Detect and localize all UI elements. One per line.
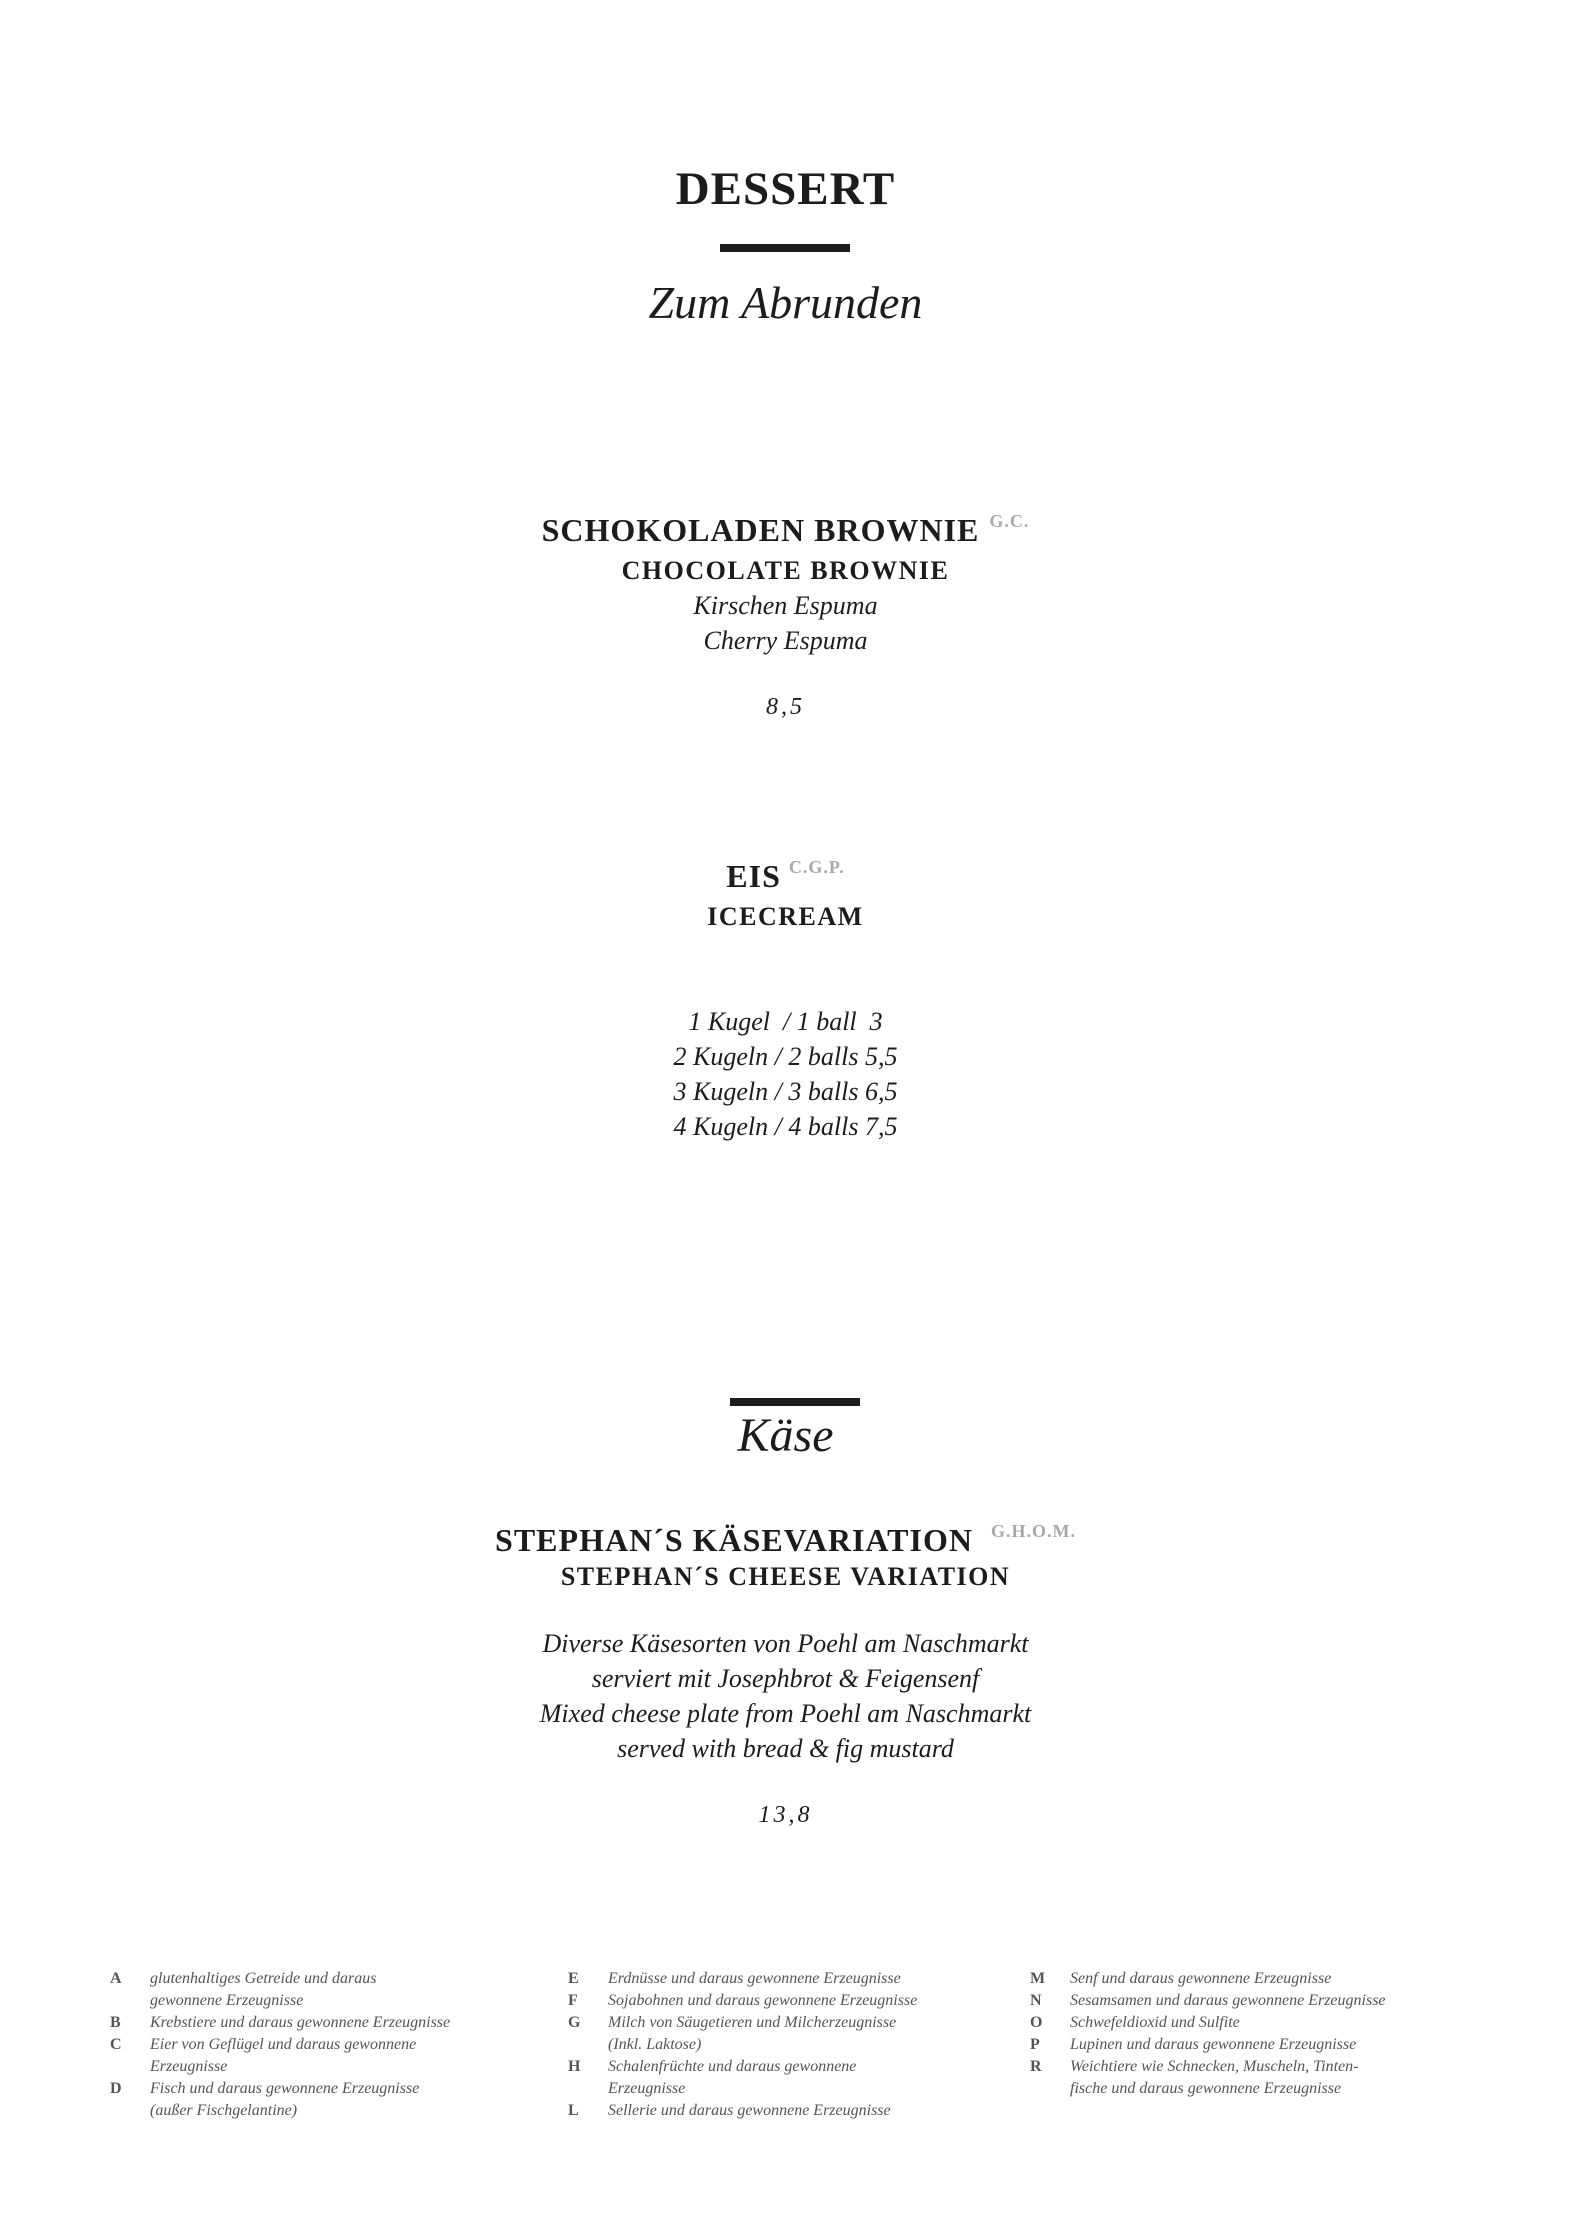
item-desc-line: serviert mit Josephbrot & Feigensenf — [591, 1664, 980, 1693]
scoop-option: 4 Kugeln / 4 balls 7,5 — [673, 1112, 898, 1141]
legend-text-line: (außer Fischgelantine) — [150, 2102, 298, 2119]
section-subtitle: Zum Abrunden — [648, 277, 923, 328]
legend-entry — [110, 1968, 490, 2012]
legend-text-line: Sellerie und daraus gewonnene Erzeugnisse — [608, 2102, 891, 2119]
legend-entry — [568, 1990, 968, 2012]
legend-letter: B — [110, 2014, 121, 2031]
legend-entry — [110, 2078, 490, 2122]
legend-text-line: gewonnene Erzeugnisse — [150, 1992, 304, 2009]
legend-letter: E — [568, 1970, 579, 1987]
legend-text — [1070, 2034, 1356, 2056]
legend-letter: G — [568, 2014, 581, 2031]
legend-letter: F — [568, 1992, 578, 2009]
item-desc-de: Kirschen Espuma — [693, 591, 878, 620]
item-name-en: ICECREAM — [707, 902, 864, 931]
legend-text-line: Sesamsamen und daraus gewonnene Erzeugnisse — [1070, 1992, 1386, 2009]
section-title-kaese: Käse — [737, 1409, 834, 1462]
legend-entry — [1030, 2012, 1450, 2034]
legend-text — [1070, 2056, 1359, 2100]
page-title: DESSERT — [675, 163, 896, 215]
item-name-en: CHOCOLATE BROWNIE — [621, 556, 950, 585]
item-desc-line: Mixed cheese plate from Poehl am Naschmarkt — [539, 1699, 1032, 1728]
legend-entry — [568, 2100, 968, 2122]
allergen-legend-col-2 — [568, 1968, 968, 2122]
legend-letter: P — [1030, 2036, 1040, 2053]
allergen-legend-col-3 — [1030, 1968, 1450, 2100]
legend-entry — [568, 2012, 968, 2056]
legend-letter: M — [1030, 1970, 1046, 1987]
legend-letter: O — [1030, 2014, 1043, 2031]
legend-entry — [1030, 2034, 1450, 2056]
legend-text — [1070, 2012, 1240, 2034]
item-name-en: STEPHAN´S CHEESE VARIATION — [560, 1562, 1011, 1591]
legend-letter: C — [110, 2036, 122, 2053]
legend-letter: A — [110, 1970, 122, 1987]
legend-text — [150, 2034, 416, 2078]
legend-text — [150, 2078, 419, 2122]
menu-item-eis — [0, 858, 1571, 895]
menu-item-cheese — [0, 1522, 1571, 1559]
scoop-option: 3 Kugeln / 3 balls 6,5 — [673, 1077, 898, 1106]
legend-text-line: Fisch und daraus gewonnene Erzeugnisse — [150, 2080, 420, 2097]
legend-text-line: Erzeugnisse — [150, 2058, 228, 2075]
legend-text — [608, 2100, 891, 2122]
scoop-option: 2 Kugeln / 2 balls 5,5 — [673, 1042, 898, 1071]
legend-text-line: Weichtiere wie Schnecken, Muscheln, Tinten- — [1070, 2058, 1359, 2075]
section-divider — [730, 1398, 860, 1406]
legend-text — [1070, 1968, 1331, 1990]
legend-text-line: Erzeugnisse — [608, 2080, 686, 2097]
legend-text-line: Schalenfrüchte und daraus gewonnene — [608, 2058, 857, 2075]
legend-text-line: fische und daraus gewonnene Erzeugnisse — [1070, 2080, 1342, 2097]
legend-text-line: Senf und daraus gewonnene Erzeugnisse — [1070, 1970, 1332, 1987]
legend-text — [608, 2012, 896, 2056]
legend-text-line: (Inkl. Laktose) — [608, 2036, 702, 2053]
legend-text-line: glutenhaltiges Getreide und daraus — [150, 1970, 377, 1987]
legend-text — [608, 1990, 917, 2012]
item-desc-line: Diverse Käsesorten von Poehl am Naschmarkt — [542, 1629, 1029, 1658]
allergen-legend-col-1 — [110, 1968, 490, 2122]
item-desc-line: served with bread & fig mustard — [617, 1734, 954, 1763]
legend-letter: N — [1030, 1992, 1042, 2009]
legend-letter: R — [1030, 2058, 1042, 2075]
allergen-codes: C.G.P. — [788, 857, 845, 877]
legend-entry — [1030, 2056, 1450, 2100]
legend-text-line: Lupinen und daraus gewonnene Erzeugnisse — [1070, 2036, 1357, 2053]
legend-text-line: Sojabohnen und daraus gewonnene Erzeugnisse — [608, 1992, 918, 2009]
title-divider — [720, 244, 850, 252]
item-price: 13,8 — [758, 1802, 813, 1828]
item-name-de: EIS — [726, 858, 781, 894]
legend-text-line: Milch von Säugetieren und Milcherzeugnisse — [608, 2014, 897, 2031]
legend-text-line: Eier von Geflügel und daraus gewonnene — [150, 2036, 417, 2053]
legend-text-line: Schwefeldioxid und Sulfite — [1070, 2014, 1240, 2031]
legend-text-line: Erdnüsse und daraus gewonnene Erzeugnisse — [608, 1970, 901, 1987]
legend-text — [150, 1968, 377, 2012]
legend-entry — [568, 1968, 968, 1990]
menu-item-brownie — [0, 512, 1571, 549]
legend-entry — [110, 2034, 490, 2078]
item-name-de: SCHOKOLADEN BROWNIE — [541, 512, 980, 548]
legend-entry — [568, 2056, 968, 2100]
allergen-codes: G.C. — [989, 511, 1030, 531]
legend-entry — [1030, 1968, 1450, 1990]
legend-text — [608, 1968, 901, 1990]
legend-text — [1070, 1990, 1386, 2012]
legend-text — [150, 2012, 450, 2034]
legend-text-line: Krebstiere und daraus gewonnene Erzeugnisse — [150, 2014, 451, 2031]
item-desc-en: Cherry Espuma — [703, 626, 868, 655]
scoop-option: 1 Kugel / 1 ball 3 — [688, 1007, 883, 1036]
legend-letter: L — [568, 2102, 579, 2119]
legend-text — [608, 2056, 856, 2100]
legend-letter: H — [568, 2058, 581, 2075]
legend-entry — [110, 2012, 490, 2034]
legend-letter: D — [110, 2080, 122, 2097]
allergen-codes: G.H.O.M. — [990, 1521, 1076, 1541]
item-price: 8,5 — [766, 694, 805, 720]
item-name-de: STEPHAN´S KÄSEVARIATION — [495, 1522, 973, 1558]
legend-entry — [1030, 1990, 1450, 2012]
